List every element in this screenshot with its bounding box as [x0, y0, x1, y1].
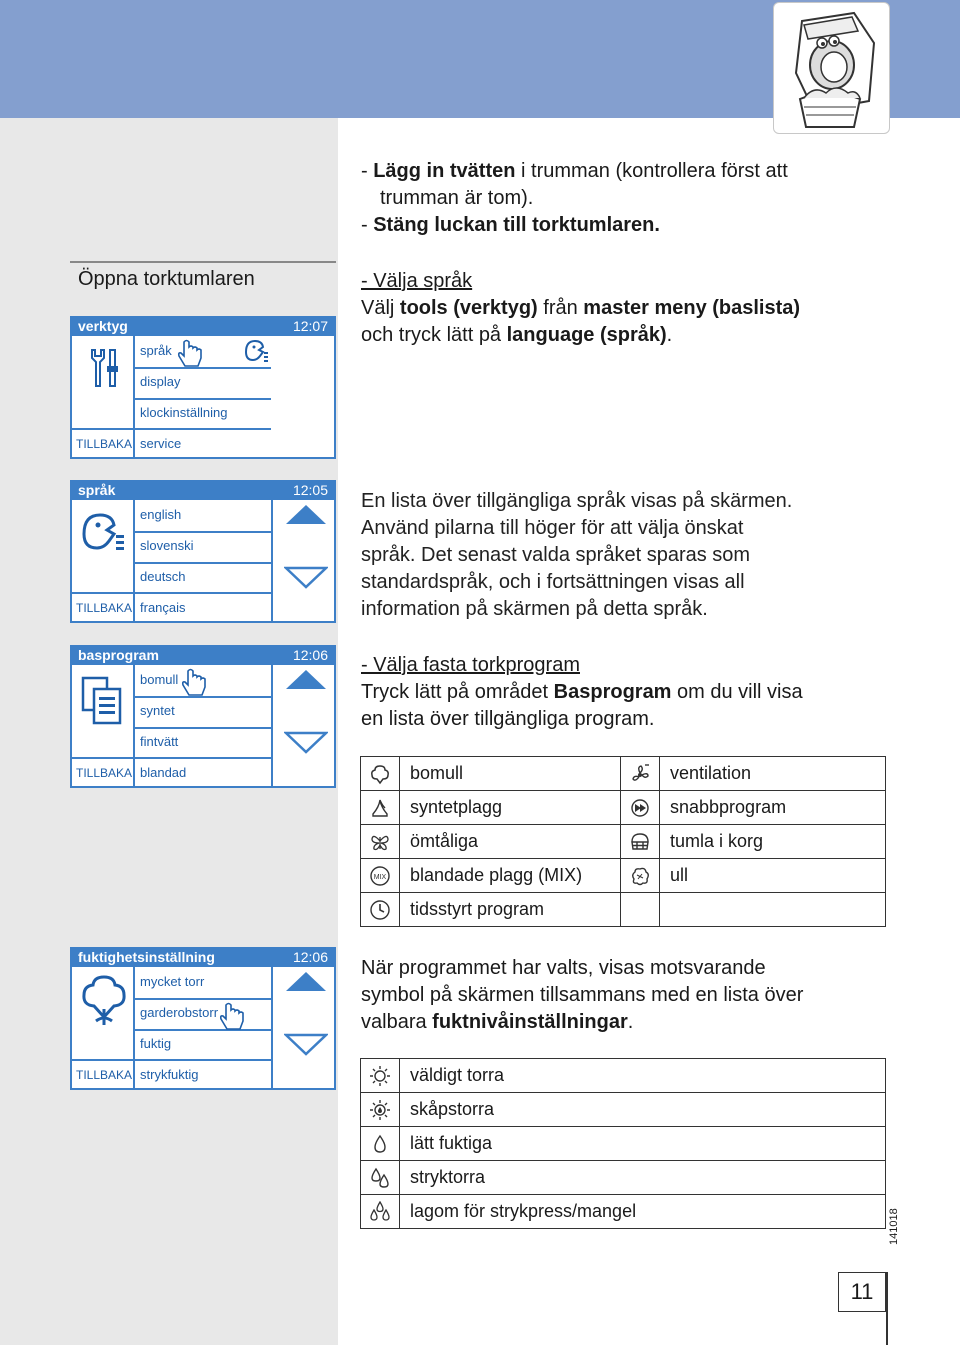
table-cell	[621, 893, 660, 927]
screen-divider	[133, 665, 135, 786]
document-list-icon	[80, 675, 126, 727]
page-rule	[886, 1272, 888, 1345]
hand-pointer-icon	[180, 667, 210, 699]
screen-header	[72, 482, 334, 500]
screen-divider	[133, 967, 135, 1088]
arrow-down-icon[interactable]	[284, 1033, 328, 1057]
screen-time: 12:07	[292, 318, 328, 334]
screen-divider	[72, 1059, 271, 1061]
menu-item-klockinstallning[interactable]: klockinställning	[140, 405, 228, 420]
quick-program-icon	[629, 797, 651, 819]
arrow-down-icon[interactable]	[284, 731, 328, 755]
language-head-icon	[78, 510, 130, 556]
program-label: tumla i korg	[660, 825, 886, 859]
three-drops-icon	[369, 1201, 391, 1223]
screen-title: verktyg	[78, 318, 128, 334]
moisture-label: lätt fuktiga	[400, 1127, 886, 1161]
table-row	[361, 1161, 886, 1195]
screen-divider	[133, 727, 271, 729]
program-option[interactable]: bomull	[140, 672, 179, 687]
page-number: 11	[838, 1272, 886, 1312]
screen-divider	[133, 531, 271, 533]
back-button[interactable]: TILLBAKA	[76, 1068, 133, 1082]
table-cell	[361, 893, 400, 927]
screen-title: fuktighetsinställning	[78, 949, 215, 965]
clock-icon	[369, 899, 391, 921]
program-option[interactable]: fintvätt	[140, 734, 179, 749]
screen-divider	[133, 398, 271, 400]
program-label: tidsstyrt program	[400, 893, 621, 927]
back-button[interactable]: TILLBAKA	[76, 601, 133, 615]
table-row	[361, 757, 886, 791]
screen-divider	[271, 665, 273, 786]
moisture-line-2: symbol på skärmen tillsammans med en lista över	[361, 984, 804, 1006]
fan-icon	[629, 763, 651, 785]
mix-icon-label: MIX	[373, 873, 387, 881]
moisture-line-3: valbara fuktnivåinställningar.	[361, 1011, 634, 1033]
screen-divider	[271, 967, 273, 1088]
dryer-mascot-icon	[774, 3, 889, 133]
menu-item-display[interactable]: display	[140, 374, 181, 389]
menu-item-sprak[interactable]: språk	[140, 343, 172, 358]
table-row	[361, 1059, 886, 1093]
program-label: ull	[660, 859, 886, 893]
screen-divider	[72, 428, 271, 430]
screen-fuktighet	[70, 947, 336, 1090]
screen-sprak	[70, 480, 336, 623]
screen-header	[72, 949, 334, 967]
program-option[interactable]: syntet	[140, 703, 175, 718]
sprak-list-line: standardspråk, och i fortsättningen visas all	[361, 571, 745, 593]
program-heading: - Välja fasta torkprogram	[361, 654, 580, 676]
arrow-up-icon[interactable]	[284, 969, 328, 993]
table-cell	[621, 757, 660, 791]
screen-divider	[133, 562, 271, 564]
cotton-icon	[369, 763, 391, 785]
sprak-list-line: språk. Det senast valda språket sparas som	[361, 544, 751, 566]
screen-divider	[133, 500, 135, 621]
moisture-option[interactable]: garderobstorr	[140, 1005, 219, 1020]
table-cell	[621, 859, 660, 893]
moisture-label: stryktorra	[400, 1161, 886, 1195]
screen-title: basprogram	[78, 647, 159, 663]
table-row	[361, 1195, 886, 1229]
table-cell	[361, 859, 400, 893]
synthetic-icon	[369, 797, 391, 819]
sprak-line-1: Välj tools (verktyg) från master meny (baslista)	[361, 297, 801, 319]
program-label: blandade plagg (MIX)	[400, 859, 621, 893]
table-cell	[361, 1195, 400, 1229]
delicate-butterfly-icon	[369, 831, 391, 853]
screen-divider	[72, 592, 271, 594]
table-cell	[621, 825, 660, 859]
table-cell	[621, 791, 660, 825]
cotton-icon	[78, 973, 130, 1029]
document-number: 141018	[888, 1208, 900, 1245]
intro-line-2: trumman är tom).	[380, 187, 534, 209]
sprak-line-2: och tryck lätt på language (språk).	[361, 324, 673, 346]
tools-icon	[86, 346, 122, 390]
screen-title: språk	[78, 482, 116, 498]
language-option[interactable]: slovenski	[140, 538, 194, 553]
program-table	[360, 756, 886, 927]
side-heading: Öppna torktumlaren	[78, 268, 255, 290]
moisture-line-1: När programmet har valts, visas motsvarande	[361, 957, 766, 979]
sprak-list-line: information på skärmen på detta språk.	[361, 598, 708, 620]
two-drops-icon	[369, 1167, 391, 1189]
program-label	[660, 893, 886, 927]
table-cell	[361, 1059, 400, 1093]
program-label: ömtåliga	[400, 825, 621, 859]
table-row	[361, 825, 886, 859]
language-head-icon	[242, 338, 270, 364]
table-row	[361, 859, 886, 893]
language-option[interactable]: français	[140, 600, 186, 615]
table-cell	[361, 757, 400, 791]
screen-divider	[133, 998, 271, 1000]
intro-line-1: - Lägg in tvätten i trumman (kontrollera först att	[361, 160, 788, 182]
sun-icon	[369, 1065, 391, 1087]
arrow-up-icon[interactable]	[284, 502, 328, 526]
table-row	[361, 893, 886, 927]
program-line-2: en lista över tillgängliga program.	[361, 708, 655, 730]
divider	[70, 261, 336, 263]
screen-header	[72, 318, 334, 336]
back-button[interactable]: TILLBAKA	[76, 766, 133, 780]
screen-divider	[271, 500, 273, 621]
mix-icon	[369, 865, 391, 887]
intro-line-3: - Stäng luckan till torktumlaren.	[361, 214, 660, 236]
table-cell	[361, 1161, 400, 1195]
wool-icon	[629, 865, 651, 887]
arrow-up-icon[interactable]	[284, 667, 328, 691]
table-cell	[361, 1093, 400, 1127]
program-label: syntetplagg	[400, 791, 621, 825]
moisture-label: lagom för strykpress/mangel	[400, 1195, 886, 1229]
program-label: ventilation	[660, 757, 886, 791]
screen-divider	[72, 757, 271, 759]
back-button[interactable]: TILLBAKA	[76, 437, 133, 451]
screen-divider	[133, 1029, 271, 1031]
menu-item-service[interactable]: service	[140, 436, 182, 451]
language-option[interactable]: english	[140, 507, 182, 522]
moisture-option[interactable]: fuktig	[140, 1036, 172, 1051]
moisture-option[interactable]: strykfuktig	[140, 1067, 199, 1082]
moisture-label: väldigt torra	[400, 1059, 886, 1093]
screen-verktyg	[70, 316, 336, 459]
table-cell	[361, 825, 400, 859]
sprak-list-line: Använd pilarna till höger för att välja önskat	[361, 517, 744, 539]
program-label: snabbprogram	[660, 791, 886, 825]
program-label: bomull	[400, 757, 621, 791]
table-row	[361, 1127, 886, 1161]
screen-divider	[133, 336, 135, 457]
screen-time: 12:05	[292, 482, 328, 498]
screen-time: 12:06	[292, 647, 328, 663]
sprak-list-line: En lista över tillgängliga språk visas på skärmen.	[361, 490, 793, 512]
hand-pointer-icon	[218, 1001, 248, 1033]
moisture-option[interactable]: mycket torr	[140, 974, 205, 989]
program-line-1: Tryck lätt på området Basprogram om du vill visa	[361, 681, 803, 703]
language-option[interactable]: deutsch	[140, 569, 186, 584]
screen-time: 12:06	[292, 949, 328, 965]
basket-icon	[629, 831, 651, 853]
program-option[interactable]: blandad	[140, 765, 187, 780]
drop-icon	[369, 1133, 391, 1155]
moisture-label: skåpstorra	[400, 1093, 886, 1127]
sprak-heading: - Välja språk	[361, 270, 473, 292]
moisture-table	[360, 1058, 886, 1229]
dryer-mascot-logo	[773, 2, 890, 134]
sun-drop-icon	[369, 1099, 391, 1121]
arrow-down-icon[interactable]	[284, 566, 328, 590]
table-cell	[361, 791, 400, 825]
screen-basprogram	[70, 645, 336, 788]
table-row	[361, 1093, 886, 1127]
table-row	[361, 791, 886, 825]
hand-pointer-icon	[176, 338, 206, 370]
screen-header	[72, 647, 334, 665]
table-cell	[361, 1127, 400, 1161]
